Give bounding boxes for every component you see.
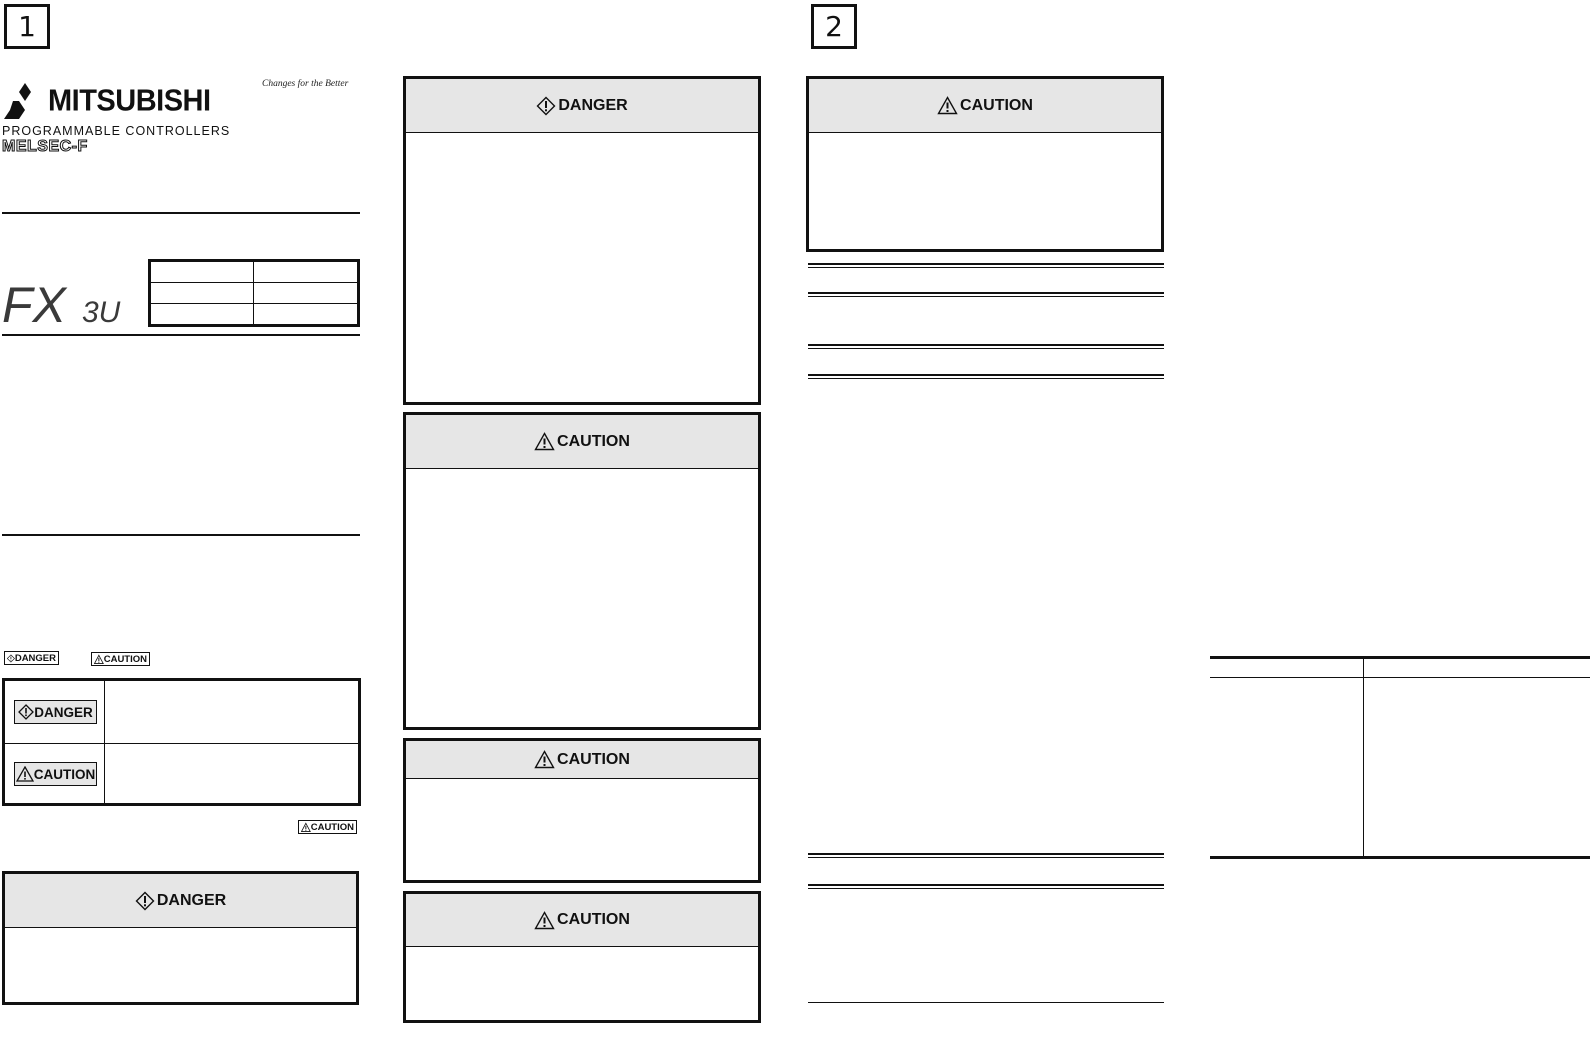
series-name: MELSEC-F xyxy=(2,138,88,155)
exclamation-diamond-icon xyxy=(7,653,15,664)
hazard-legend-table xyxy=(2,678,361,806)
mini-caution-label xyxy=(298,820,357,834)
danger-box xyxy=(403,76,761,405)
warning-triangle-icon xyxy=(301,822,311,833)
danger-box-header xyxy=(406,79,758,133)
section-rule xyxy=(808,292,1164,297)
caution-box-header xyxy=(406,415,758,469)
mini-caution-text: CAUTION xyxy=(103,653,147,665)
caution-box-title: CAUTION xyxy=(557,911,630,928)
warning-triangle-icon xyxy=(534,432,555,451)
section-rule xyxy=(808,263,1164,268)
divider xyxy=(2,212,360,214)
mini-danger-label xyxy=(4,651,59,665)
exclamation-diamond-icon xyxy=(18,704,34,720)
caution-box-header xyxy=(406,894,758,947)
section-rule xyxy=(808,853,1164,858)
legend-caution-label xyxy=(14,762,97,786)
divider xyxy=(2,534,360,536)
section-rule xyxy=(808,884,1164,889)
mini-caution-text: CAUTION xyxy=(310,821,354,833)
warning-triangle-icon xyxy=(534,911,555,930)
warning-triangle-icon xyxy=(534,750,555,769)
danger-box xyxy=(2,871,359,1005)
mini-caution-label xyxy=(91,652,150,666)
section-rule xyxy=(808,1002,1164,1003)
spec-table xyxy=(1210,656,1590,859)
warning-triangle-icon xyxy=(94,654,104,665)
exclamation-diamond-icon xyxy=(536,96,556,116)
brand-logo xyxy=(4,83,211,119)
legend-danger-text: DANGER xyxy=(34,704,93,720)
caution-box-title: CAUTION xyxy=(960,96,1033,114)
divider xyxy=(2,334,360,336)
fx-logo-prefix: FX xyxy=(2,280,66,328)
danger-box-title: DANGER xyxy=(156,891,227,909)
exclamation-diamond-icon xyxy=(135,891,155,911)
caution-box xyxy=(403,891,761,1023)
model-table xyxy=(148,259,360,327)
warning-triangle-icon xyxy=(937,96,958,115)
page-number-2: 2 xyxy=(811,4,857,49)
danger-box-header xyxy=(5,874,356,928)
fx3u-logo xyxy=(2,280,130,328)
warning-triangle-icon xyxy=(16,766,34,782)
caution-box-title: CAUTION xyxy=(557,432,630,450)
section-rule xyxy=(808,374,1164,379)
tagline: Changes for the Better xyxy=(262,79,349,89)
caution-box-header xyxy=(809,79,1161,133)
caution-box xyxy=(403,738,761,883)
mini-danger-text: DANGER xyxy=(14,652,56,664)
caution-box xyxy=(403,412,761,730)
danger-box-title: DANGER xyxy=(558,96,628,114)
section-rule xyxy=(808,344,1164,349)
product-line: PROGRAMMABLE CONTROLLERS xyxy=(2,124,231,138)
three-diamonds-icon xyxy=(4,83,46,119)
caution-box-title: CAUTION xyxy=(557,750,630,768)
fx-logo-suffix: 3U xyxy=(82,296,121,328)
caution-box xyxy=(806,76,1164,252)
legend-caution-text: CAUTION xyxy=(33,766,96,782)
brand-name: MITSUBISHI xyxy=(48,83,211,118)
page-number-1: 1 xyxy=(4,4,50,49)
caution-box-header xyxy=(406,741,758,779)
legend-danger-label xyxy=(14,700,97,724)
